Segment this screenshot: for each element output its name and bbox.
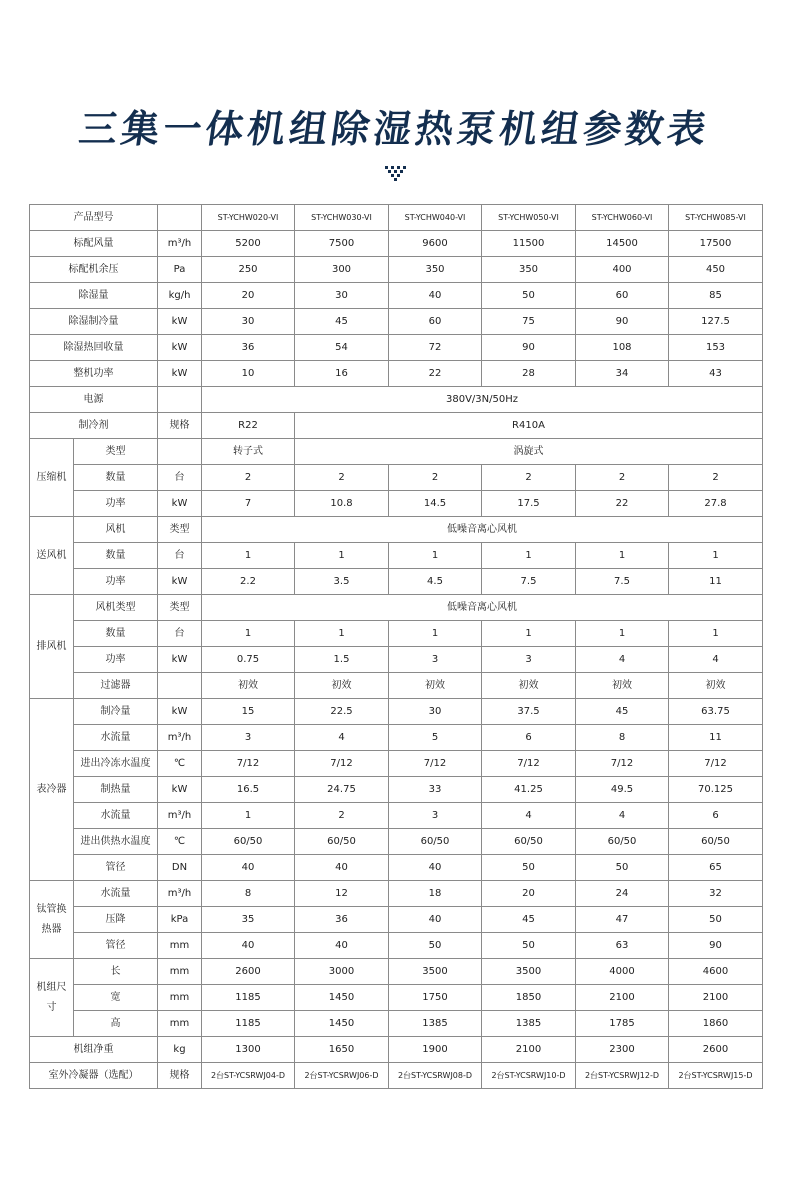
unit-cell: kW bbox=[158, 699, 202, 725]
value-cell: 3500 bbox=[389, 959, 482, 985]
value-cell: 7.5 bbox=[482, 569, 576, 595]
row-label: 除湿量 bbox=[30, 283, 158, 309]
value-cell: 1860 bbox=[669, 1011, 763, 1037]
sub-label: 过滤器 bbox=[74, 673, 158, 699]
value-cell: 1 bbox=[576, 621, 669, 647]
merged-value-cell: 涡旋式 bbox=[295, 439, 763, 465]
value-cell: 12 bbox=[295, 881, 389, 907]
value-cell: 9600 bbox=[389, 231, 482, 257]
value-cell: 35 bbox=[202, 907, 295, 933]
unit-cell: 台 bbox=[158, 621, 202, 647]
unit-cell: 类型 bbox=[158, 517, 202, 543]
value-cell: 3500 bbox=[482, 959, 576, 985]
value-cell: ST-YCHW030-VI bbox=[295, 205, 389, 231]
value-cell: 40 bbox=[389, 907, 482, 933]
value-cell: 1385 bbox=[389, 1011, 482, 1037]
value-cell: 11 bbox=[669, 569, 763, 595]
unit-cell: kW bbox=[158, 647, 202, 673]
value-cell: 1 bbox=[482, 543, 576, 569]
value-cell: 40 bbox=[295, 933, 389, 959]
value-cell: 1 bbox=[202, 543, 295, 569]
value-cell: 1 bbox=[202, 803, 295, 829]
value-cell: 7/12 bbox=[295, 751, 389, 777]
unit-cell: kW bbox=[158, 569, 202, 595]
value-cell: 初效 bbox=[202, 673, 295, 699]
value-cell: 1650 bbox=[295, 1037, 389, 1063]
unit-cell: mm bbox=[158, 933, 202, 959]
value-cell: 3 bbox=[389, 803, 482, 829]
table-row bbox=[30, 959, 763, 985]
unit-cell: 规格 bbox=[158, 413, 202, 439]
value-cell: 47 bbox=[576, 907, 669, 933]
table-row bbox=[30, 361, 763, 387]
value-cell: 8 bbox=[202, 881, 295, 907]
table-row bbox=[30, 829, 763, 855]
value-cell: 60/50 bbox=[669, 829, 763, 855]
value-cell: 22.5 bbox=[295, 699, 389, 725]
value-cell: 1300 bbox=[202, 1037, 295, 1063]
value-cell: 1385 bbox=[482, 1011, 576, 1037]
value-cell: 1 bbox=[669, 621, 763, 647]
value-cell: 初效 bbox=[389, 673, 482, 699]
table-row bbox=[30, 1063, 763, 1089]
table-row bbox=[30, 647, 763, 673]
value-cell: 2台ST-YCSRWJ10-D bbox=[482, 1063, 576, 1089]
value-cell: 24 bbox=[576, 881, 669, 907]
merged-value-cell: 低噪音离心风机 bbox=[202, 595, 763, 621]
value-cell: 85 bbox=[669, 283, 763, 309]
table-row bbox=[30, 569, 763, 595]
value-cell: 60 bbox=[576, 283, 669, 309]
sub-label: 风机 bbox=[74, 517, 158, 543]
value-cell: 2600 bbox=[669, 1037, 763, 1063]
row-label: 除湿制冷量 bbox=[30, 309, 158, 335]
value-cell: 20 bbox=[482, 881, 576, 907]
unit-cell: 台 bbox=[158, 465, 202, 491]
row-label: 整机功率 bbox=[30, 361, 158, 387]
value-cell: 转子式 bbox=[202, 439, 295, 465]
value-cell: 17500 bbox=[669, 231, 763, 257]
merged-value-cell: 低噪音离心风机 bbox=[202, 517, 763, 543]
value-cell: 7/12 bbox=[202, 751, 295, 777]
unit-cell: kW bbox=[158, 777, 202, 803]
group-label: 排风机 bbox=[30, 595, 74, 699]
value-cell: 49.5 bbox=[576, 777, 669, 803]
value-cell: 4 bbox=[295, 725, 389, 751]
value-cell: 5200 bbox=[202, 231, 295, 257]
row-label: 标配机余压 bbox=[30, 257, 158, 283]
value-cell: 30 bbox=[295, 283, 389, 309]
unit-cell: 类型 bbox=[158, 595, 202, 621]
unit-cell bbox=[158, 205, 202, 231]
value-cell: 3 bbox=[482, 647, 576, 673]
value-cell: 60/50 bbox=[295, 829, 389, 855]
value-cell: 6 bbox=[482, 725, 576, 751]
table-row bbox=[30, 933, 763, 959]
sub-label: 水流量 bbox=[74, 881, 158, 907]
group-label: 钛管换热器 bbox=[30, 881, 74, 959]
table-row bbox=[30, 1037, 763, 1063]
sub-label: 数量 bbox=[74, 465, 158, 491]
value-cell: 1850 bbox=[482, 985, 576, 1011]
sub-label: 管径 bbox=[74, 933, 158, 959]
table-row bbox=[30, 413, 763, 439]
page-title: 三集一体机组除湿热泵机组参数表 bbox=[76, 107, 713, 151]
value-cell: 28 bbox=[482, 361, 576, 387]
value-cell: 1 bbox=[576, 543, 669, 569]
value-cell: 5 bbox=[389, 725, 482, 751]
table-row bbox=[30, 725, 763, 751]
value-cell: 54 bbox=[295, 335, 389, 361]
sub-label: 功率 bbox=[74, 569, 158, 595]
value-cell: ST-YCHW085-VI bbox=[669, 205, 763, 231]
value-cell: 127.5 bbox=[669, 309, 763, 335]
group-label: 表冷器 bbox=[30, 699, 74, 881]
table-row bbox=[30, 907, 763, 933]
value-cell: 0.75 bbox=[202, 647, 295, 673]
value-cell: 2台ST-YCSRWJ12-D bbox=[576, 1063, 669, 1089]
value-cell: 7 bbox=[202, 491, 295, 517]
value-cell: ST-YCHW040-VI bbox=[389, 205, 482, 231]
value-cell: 2 bbox=[482, 465, 576, 491]
value-cell: ST-YCHW020-VI bbox=[202, 205, 295, 231]
value-cell: 50 bbox=[482, 933, 576, 959]
value-cell: 4 bbox=[576, 647, 669, 673]
unit-cell: kg bbox=[158, 1037, 202, 1063]
sub-label: 进出供热水温度 bbox=[74, 829, 158, 855]
value-cell: 24.75 bbox=[295, 777, 389, 803]
unit-cell: kW bbox=[158, 309, 202, 335]
value-cell: 50 bbox=[482, 855, 576, 881]
value-cell: 3 bbox=[202, 725, 295, 751]
row-label: 产品型号 bbox=[30, 205, 158, 231]
value-cell: 14500 bbox=[576, 231, 669, 257]
value-cell: 400 bbox=[576, 257, 669, 283]
value-cell: 2 bbox=[576, 465, 669, 491]
value-cell: 50 bbox=[389, 933, 482, 959]
value-cell: 350 bbox=[482, 257, 576, 283]
sub-label: 数量 bbox=[74, 543, 158, 569]
value-cell: 2台ST-YCSRWJ15-D bbox=[669, 1063, 763, 1089]
unit-cell: mm bbox=[158, 985, 202, 1011]
value-cell: 4 bbox=[669, 647, 763, 673]
row-label: 电源 bbox=[30, 387, 158, 413]
value-cell: 50 bbox=[669, 907, 763, 933]
value-cell: 30 bbox=[389, 699, 482, 725]
value-cell: 60 bbox=[389, 309, 482, 335]
table-row bbox=[30, 491, 763, 517]
value-cell: 1785 bbox=[576, 1011, 669, 1037]
unit-cell: kW bbox=[158, 491, 202, 517]
value-cell: 初效 bbox=[482, 673, 576, 699]
value-cell: 4 bbox=[576, 803, 669, 829]
value-cell: 初效 bbox=[576, 673, 669, 699]
table-row bbox=[30, 777, 763, 803]
value-cell: 1 bbox=[482, 621, 576, 647]
value-cell: 32 bbox=[669, 881, 763, 907]
unit-cell: m³/h bbox=[158, 725, 202, 751]
sub-label: 类型 bbox=[74, 439, 158, 465]
value-cell: 2100 bbox=[482, 1037, 576, 1063]
table-row bbox=[30, 335, 763, 361]
value-cell: 7/12 bbox=[669, 751, 763, 777]
merged-value-cell: R410A bbox=[295, 413, 763, 439]
sub-label: 进出冷冻水温度 bbox=[74, 751, 158, 777]
value-cell: 45 bbox=[482, 907, 576, 933]
value-cell: 2 bbox=[669, 465, 763, 491]
table-row bbox=[30, 621, 763, 647]
table-row bbox=[30, 985, 763, 1011]
value-cell: 1 bbox=[389, 543, 482, 569]
table-row bbox=[30, 855, 763, 881]
value-cell: 2台ST-YCSRWJ06-D bbox=[295, 1063, 389, 1089]
unit-cell: kg/h bbox=[158, 283, 202, 309]
row-label: 机组净重 bbox=[30, 1037, 158, 1063]
value-cell: 50 bbox=[576, 855, 669, 881]
value-cell: 2台ST-YCSRWJ08-D bbox=[389, 1063, 482, 1089]
group-label: 送风机 bbox=[30, 517, 74, 595]
value-cell: 1.5 bbox=[295, 647, 389, 673]
value-cell: 2600 bbox=[202, 959, 295, 985]
sub-label: 压降 bbox=[74, 907, 158, 933]
row-label: 室外冷凝器（选配） bbox=[30, 1063, 158, 1089]
value-cell: 初效 bbox=[295, 673, 389, 699]
value-cell: 1185 bbox=[202, 1011, 295, 1037]
value-cell: 450 bbox=[669, 257, 763, 283]
value-cell: 2100 bbox=[669, 985, 763, 1011]
table-row bbox=[30, 803, 763, 829]
value-cell: 40 bbox=[202, 933, 295, 959]
spec-table bbox=[29, 204, 763, 1089]
value-cell: 27.8 bbox=[669, 491, 763, 517]
value-cell: 16 bbox=[295, 361, 389, 387]
sub-label: 功率 bbox=[74, 491, 158, 517]
table-row bbox=[30, 465, 763, 491]
sub-label: 水流量 bbox=[74, 803, 158, 829]
value-cell: 2300 bbox=[576, 1037, 669, 1063]
table-row bbox=[30, 517, 763, 543]
value-cell: 4600 bbox=[669, 959, 763, 985]
table-row bbox=[30, 751, 763, 777]
table-row bbox=[30, 231, 763, 257]
table-row bbox=[30, 283, 763, 309]
unit-cell: kW bbox=[158, 335, 202, 361]
value-cell: ST-YCHW050-VI bbox=[482, 205, 576, 231]
value-cell: 3.5 bbox=[295, 569, 389, 595]
value-cell: 33 bbox=[389, 777, 482, 803]
unit-cell bbox=[158, 439, 202, 465]
value-cell: 90 bbox=[482, 335, 576, 361]
sub-label: 制冷量 bbox=[74, 699, 158, 725]
value-cell: 63.75 bbox=[669, 699, 763, 725]
unit-cell: mm bbox=[158, 959, 202, 985]
unit-cell: m³/h bbox=[158, 231, 202, 257]
value-cell: 2 bbox=[389, 465, 482, 491]
value-cell: 37.5 bbox=[482, 699, 576, 725]
value-cell: 45 bbox=[576, 699, 669, 725]
row-label: 制冷剂 bbox=[30, 413, 158, 439]
unit-cell: Pa bbox=[158, 257, 202, 283]
value-cell: 108 bbox=[576, 335, 669, 361]
value-cell: 350 bbox=[389, 257, 482, 283]
value-cell: 43 bbox=[669, 361, 763, 387]
value-cell: 1 bbox=[295, 543, 389, 569]
value-cell: 60/50 bbox=[576, 829, 669, 855]
value-cell: 2 bbox=[295, 803, 389, 829]
value-cell: 7/12 bbox=[482, 751, 576, 777]
value-cell: R22 bbox=[202, 413, 295, 439]
value-cell: 60/50 bbox=[202, 829, 295, 855]
value-cell: 75 bbox=[482, 309, 576, 335]
value-cell: 22 bbox=[389, 361, 482, 387]
value-cell: 2100 bbox=[576, 985, 669, 1011]
sub-label: 水流量 bbox=[74, 725, 158, 751]
value-cell: 90 bbox=[669, 933, 763, 959]
sub-label: 高 bbox=[74, 1011, 158, 1037]
table-row bbox=[30, 309, 763, 335]
value-cell: 14.5 bbox=[389, 491, 482, 517]
value-cell: 153 bbox=[669, 335, 763, 361]
group-label: 机组尺寸 bbox=[30, 959, 74, 1037]
table-row bbox=[30, 881, 763, 907]
unit-cell bbox=[158, 673, 202, 699]
value-cell: 4.5 bbox=[389, 569, 482, 595]
unit-cell: ℃ bbox=[158, 751, 202, 777]
value-cell: 1900 bbox=[389, 1037, 482, 1063]
value-cell: 1 bbox=[295, 621, 389, 647]
sub-label: 风机类型 bbox=[74, 595, 158, 621]
value-cell: 7500 bbox=[295, 231, 389, 257]
value-cell: 16.5 bbox=[202, 777, 295, 803]
sub-label: 管径 bbox=[74, 855, 158, 881]
row-label: 标配风量 bbox=[30, 231, 158, 257]
value-cell: 7/12 bbox=[389, 751, 482, 777]
value-cell: 72 bbox=[389, 335, 482, 361]
value-cell: 20 bbox=[202, 283, 295, 309]
unit-cell: 规格 bbox=[158, 1063, 202, 1089]
unit-cell: 台 bbox=[158, 543, 202, 569]
sub-label: 宽 bbox=[74, 985, 158, 1011]
merged-value-cell: 380V/3N/50Hz bbox=[202, 387, 763, 413]
value-cell: 2.2 bbox=[202, 569, 295, 595]
value-cell: 7.5 bbox=[576, 569, 669, 595]
value-cell: 11 bbox=[669, 725, 763, 751]
value-cell: 1750 bbox=[389, 985, 482, 1011]
value-cell: 1450 bbox=[295, 985, 389, 1011]
value-cell: 初效 bbox=[669, 673, 763, 699]
table-row bbox=[30, 595, 763, 621]
unit-cell: kPa bbox=[158, 907, 202, 933]
value-cell: 17.5 bbox=[482, 491, 576, 517]
value-cell: 45 bbox=[295, 309, 389, 335]
value-cell: 18 bbox=[389, 881, 482, 907]
table-row bbox=[30, 543, 763, 569]
value-cell: 2 bbox=[202, 465, 295, 491]
table-row bbox=[30, 673, 763, 699]
group-label: 压缩机 bbox=[30, 439, 74, 517]
value-cell: 1450 bbox=[295, 1011, 389, 1037]
value-cell: 30 bbox=[202, 309, 295, 335]
value-cell: 250 bbox=[202, 257, 295, 283]
table-row bbox=[30, 699, 763, 725]
value-cell: 40 bbox=[389, 855, 482, 881]
value-cell: 40 bbox=[295, 855, 389, 881]
table-row bbox=[30, 439, 763, 465]
value-cell: ST-YCHW060-VI bbox=[576, 205, 669, 231]
value-cell: 2 bbox=[295, 465, 389, 491]
value-cell: 40 bbox=[389, 283, 482, 309]
table-row bbox=[30, 205, 763, 231]
value-cell: 3000 bbox=[295, 959, 389, 985]
table-row bbox=[30, 257, 763, 283]
value-cell: 50 bbox=[482, 283, 576, 309]
value-cell: 10 bbox=[202, 361, 295, 387]
value-cell: 63 bbox=[576, 933, 669, 959]
value-cell: 300 bbox=[295, 257, 389, 283]
value-cell: 90 bbox=[576, 309, 669, 335]
chevron-decoration-icon bbox=[385, 166, 407, 186]
value-cell: 2台ST-YCSRWJ04-D bbox=[202, 1063, 295, 1089]
table-row bbox=[30, 1011, 763, 1037]
unit-cell: m³/h bbox=[158, 881, 202, 907]
unit-cell: ℃ bbox=[158, 829, 202, 855]
value-cell: 36 bbox=[295, 907, 389, 933]
value-cell: 1 bbox=[669, 543, 763, 569]
unit-cell: kW bbox=[158, 361, 202, 387]
row-label: 除湿热回收量 bbox=[30, 335, 158, 361]
unit-cell bbox=[158, 387, 202, 413]
value-cell: 70.125 bbox=[669, 777, 763, 803]
value-cell: 41.25 bbox=[482, 777, 576, 803]
sub-label: 数量 bbox=[74, 621, 158, 647]
value-cell: 22 bbox=[576, 491, 669, 517]
unit-cell: DN bbox=[158, 855, 202, 881]
value-cell: 8 bbox=[576, 725, 669, 751]
value-cell: 7/12 bbox=[576, 751, 669, 777]
value-cell: 1185 bbox=[202, 985, 295, 1011]
value-cell: 10.8 bbox=[295, 491, 389, 517]
value-cell: 65 bbox=[669, 855, 763, 881]
unit-cell: m³/h bbox=[158, 803, 202, 829]
value-cell: 4000 bbox=[576, 959, 669, 985]
value-cell: 1 bbox=[202, 621, 295, 647]
value-cell: 11500 bbox=[482, 231, 576, 257]
sub-label: 长 bbox=[74, 959, 158, 985]
value-cell: 40 bbox=[202, 855, 295, 881]
value-cell: 4 bbox=[482, 803, 576, 829]
sub-label: 功率 bbox=[74, 647, 158, 673]
value-cell: 60/50 bbox=[389, 829, 482, 855]
value-cell: 36 bbox=[202, 335, 295, 361]
value-cell: 15 bbox=[202, 699, 295, 725]
value-cell: 3 bbox=[389, 647, 482, 673]
unit-cell: mm bbox=[158, 1011, 202, 1037]
sub-label: 制热量 bbox=[74, 777, 158, 803]
value-cell: 60/50 bbox=[482, 829, 576, 855]
value-cell: 34 bbox=[576, 361, 669, 387]
table-row bbox=[30, 387, 763, 413]
value-cell: 6 bbox=[669, 803, 763, 829]
value-cell: 1 bbox=[389, 621, 482, 647]
